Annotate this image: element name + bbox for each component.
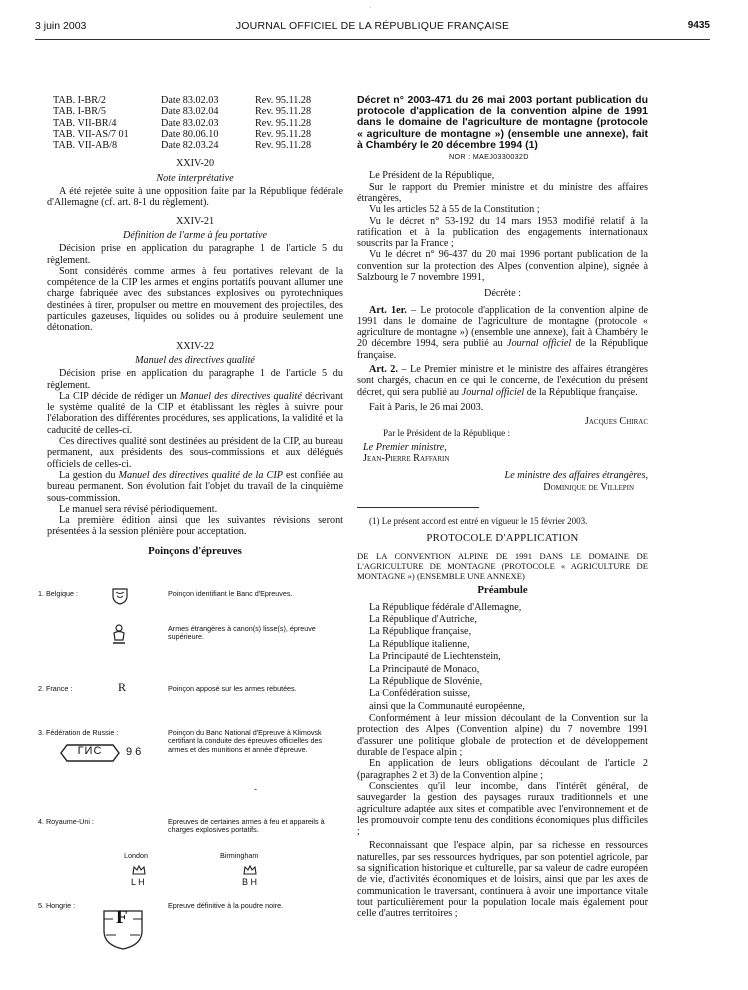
article-2: Art. 2. – Le Premier ministre et le ministre des affaires étrangères sont chargés, chacun en ce qui le concerne, de l'exécution du présent décret, qui sera publié au Journal officiel de la République française.: [357, 364, 648, 398]
list-item: La République fédérale d'Allemagne,: [369, 601, 522, 613]
protocol-title: PROTOCOLE D'APPLICATION: [426, 532, 579, 545]
france-r-mark: R: [118, 680, 127, 694]
tab-table: [53, 95, 311, 151]
paragraph: Décision prise en application du paragraphe 1 de l'article 5 du règlement.: [47, 243, 343, 266]
russian-hexagon-mark: [60, 744, 120, 762]
paragraph: Décision prise en application du paragraphe 1 de l'article 5 du règlement.: [47, 368, 343, 391]
country-label: 1. Belgique :: [38, 589, 78, 598]
poincon-description: Poinçon du Banc National d'Epreuve à Klimovsk certifiant la conduite des épreuves officielles des armes et des munitions et année d'épreuve.: [168, 728, 323, 754]
bh-mark: B H: [242, 877, 258, 887]
country-label: 3. Fédération de Russie :: [38, 728, 119, 737]
crown-icon: [132, 864, 146, 876]
poincon-description: Poinçon apposé sur les armes rebutées.: [168, 684, 297, 693]
header-journal-title: JOURNAL OFFICIEL DE LA RÉPUBLIQUE FRANÇAISE: [235, 20, 510, 32]
premier-ministre-name: Jean-Pierre Raffarin: [363, 453, 450, 465]
country-label: 5. Hongrie :: [38, 901, 76, 910]
paragraph: Conscientes qu'il leur incombe, dans l'intérêt général, de sauvegarder la gestion des paysages ruraux traditionnels et une agriculture adaptée aux sites et compatible avec l'environnement et de les promouvoir compte tenu des conditions économiques plus difficiles ;: [357, 780, 648, 838]
paragraph: Le Président de la République,: [369, 170, 495, 182]
premier-ministre-title: Le Premier ministre,: [363, 441, 447, 453]
page-header: [35, 20, 710, 36]
paragraph: La CIP décide de rédiger un Manuel des directives qualité décrivant le système qualité de la CIP et établissant les règles à suivre pour l'élaboration des différentes procédures, ses applications, la validité et la caducité de celles-ci.: [47, 390, 344, 436]
poincon-description: Epreuve définitive à la poudre noire.: [168, 901, 284, 910]
poincon-description: Armes étrangères à canon(s) lisse(s), épreuve supérieure.: [168, 624, 316, 642]
hongrie-f-mark: F: [116, 907, 128, 928]
section-xxiv-22-title: Manuel des directives qualité: [135, 354, 255, 366]
footnote: (1) Le présent accord est entré en vigueur le 15 février 2003.: [369, 516, 588, 527]
paragraph: Reconnaissant que l'espace alpin, par sa richesse en ressources naturelles, par ses ressources hydriques, par son potentiel agricole, par sa signification historique et culturelle, par sa valeur de cadre européen de vie, d'activités économiques et de loisirs, ainsi que par les axes de communication le traversant, continuera à avoir une importance vitale tout particulièrement pour la population locale mais également pour celle d'autres territoires ;: [357, 840, 648, 920]
crown-icon: [243, 864, 257, 876]
poincon-description: Epreuves de certaines armes à feu et appareils à charges explosives portatifs.: [168, 817, 325, 835]
header-rule: [35, 39, 710, 40]
preambule-heading: Préambule: [477, 584, 528, 597]
section-xxiv-21-number: XXIV-21: [175, 215, 215, 227]
table-row: TAB. I-BR/2 Date 83.02.03 Rev. 95.11.28: [53, 95, 312, 106]
lh-mark: L H: [131, 877, 145, 887]
london-label: London: [124, 851, 148, 860]
paragraph: A été rejetée suite à une opposition faite par la République fédérale d'Allemagne (cf. art. 8-1 du règlement).: [47, 186, 343, 209]
paragraph: Vu le décret n° 96-437 du 20 mai 1996 portant publication de la convention sur la protection des Alpes (convention alpine), signée à Salzbourg le 7 novembre 1991,: [357, 249, 648, 283]
protocol-subtitle: DE LA CONVENTION ALPINE DE 1991 DANS LE DOMAINE DE L'AGRICULTURE DE MONTAGNE (PROTOCOLE « AGRICULTURE DE MONTAGNE ») (ENSEMBLE UNE ANNEXE): [357, 550, 648, 582]
paragraph: La gestion du Manuel des directives qualité de la CIP est confiée au bureau permanent. Son évolution fait l'objet du travail de la cinquième sous-commission.: [47, 469, 343, 504]
article-1: Art. 1er. – Le protocole d'application de la convention alpine de 1991 dans le domaine de l'agriculture de montagne (protocole « agriculture de montagne ») (ensemble une annexe), fait à Chambéry le 20 décembre 1994, sera publié au Journal officiel de la République française.: [357, 304, 649, 361]
paragraph: Vu le décret n° 53-192 du 14 mars 1953 modifié relatif à la ratification et à la publication des engagements internationaux souscrits par la France ;: [357, 215, 648, 250]
lion-emblem-icon: [110, 623, 128, 647]
list-item: La Principauté de Liechtenstein,: [369, 651, 501, 663]
poincons-list: [38, 590, 348, 980]
par-le-president: Par le Président de la République :: [383, 427, 511, 438]
list-item: La République française,: [369, 626, 472, 638]
paragraph: Ces directives qualité sont destinées au président de la CIP, au bureau permanent, aux présidents des sous-commissions et aux délégués officiels de celles-ci.: [47, 436, 343, 470]
section-xxiv-20-number: XXIV-20: [175, 158, 215, 170]
paragraph: En application de leurs obligations découlant de l'article 2 (paragraphes 2 et 3) de la Convention alpine ;: [357, 758, 648, 781]
russian-year-number: 9 6: [126, 746, 142, 758]
section-xxiv-22-number: XXIV-22: [175, 340, 215, 352]
signature-chirac: Jacques Chirac: [584, 416, 648, 428]
decrete-label: Décrète :: [483, 288, 522, 300]
poincon-description: Poinçon identifiant le Banc d'Epreuves.: [168, 589, 293, 598]
right-column: [357, 95, 648, 920]
ministre-title: Le ministre des affaires étrangères,: [504, 470, 648, 482]
paragraph: Le manuel sera révisé périodiquement.: [59, 503, 218, 515]
list-item: La République d'Autriche,: [369, 613, 477, 625]
country-label: 4. Royaume-Uni :: [38, 817, 94, 826]
table-row: TAB. I-BR/5 Date 83.02.04 Rev. 95.11.28: [53, 106, 312, 118]
russian-mark-text: ГИС: [77, 745, 103, 757]
list-item: ainsi que la Communauté européenne,: [369, 700, 525, 712]
decree-title: Décret n° 2003-471 du 26 mai 2003 portant publication du protocole d'application de la convention alpine de 1991 dans le domaine de l'agriculture de montagne (protocole « agriculture de montagne ») (ensemble une annexe), fait à Chambéry le 20 décembre 1994 (1): [357, 94, 648, 151]
table-row: TAB. VII-AB/8 Date 82.03.24 Rev. 95.11.28: [53, 140, 312, 152]
paragraph: Sur le rapport du Premier ministre et du ministre des affaires étrangères,: [357, 181, 648, 204]
list-item: La République italienne,: [369, 638, 470, 650]
fait-a-paris: Fait à Paris, le 26 mai 2003.: [369, 401, 484, 413]
section-xxiv-20-title: Note interprétative: [156, 172, 234, 184]
top-mark: .: [370, 4, 372, 10]
list-item: La République de Slovénie,: [369, 675, 483, 687]
belgian-shield-icon: [110, 587, 130, 605]
ministre-name: Dominique de Villepin: [543, 481, 634, 493]
left-column: [47, 95, 343, 567]
paragraph: La première édition ainsi que les suivantes révisions seront présentées à la session plénière pour acceptation.: [47, 515, 343, 538]
section-xxiv-21-title: Définition de l'arme à feu portative: [123, 229, 267, 241]
list-item: La Confédération suisse,: [369, 688, 470, 700]
header-date: 3 juin 2003: [35, 20, 87, 32]
country-label: 2. France :: [38, 684, 73, 693]
parties-list: [357, 602, 648, 714]
paragraph: Vu les articles 52 à 55 de la Constitution ;: [369, 204, 540, 216]
paragraph: Sont considérés comme armes à feu portatives relevant de la compétence de la CIP les armes et engins portatifs pouvant allumer une charge fabriquée avec des substances explosives ou pyrotechniques destinées à tirer, propulser ou mettre en mouvement des projectiles, des particules gazeuses, liquides ou solides ou à produire seulement une détonation.: [47, 265, 343, 334]
table-row: TAB. VII-AS/7 01 Date 80.06.10 Rev. 95.11.28: [53, 128, 312, 140]
birmingham-label: Birmingham: [220, 851, 259, 860]
footnote-rule: [357, 507, 479, 508]
header-page-number: 9435: [687, 20, 710, 31]
list-item: La Principauté de Monaco,: [369, 663, 480, 675]
table-row: TAB. VII-BR/4 Date 83.02.03 Rev. 95.11.28: [53, 117, 312, 129]
nor-reference: NOR : MAEJ0330032D: [449, 152, 529, 162]
paragraph: Conformément à leur mission découlant de la Convention sur la protection des Alpes (Convention alpine) du 7 novembre 1991 d'assurer une politique globale de protection et de développement durable de l'espace alpin ;: [357, 713, 648, 759]
poincons-heading: Poinçons d'épreuves: [148, 544, 242, 557]
dash-mark: -: [254, 784, 257, 794]
